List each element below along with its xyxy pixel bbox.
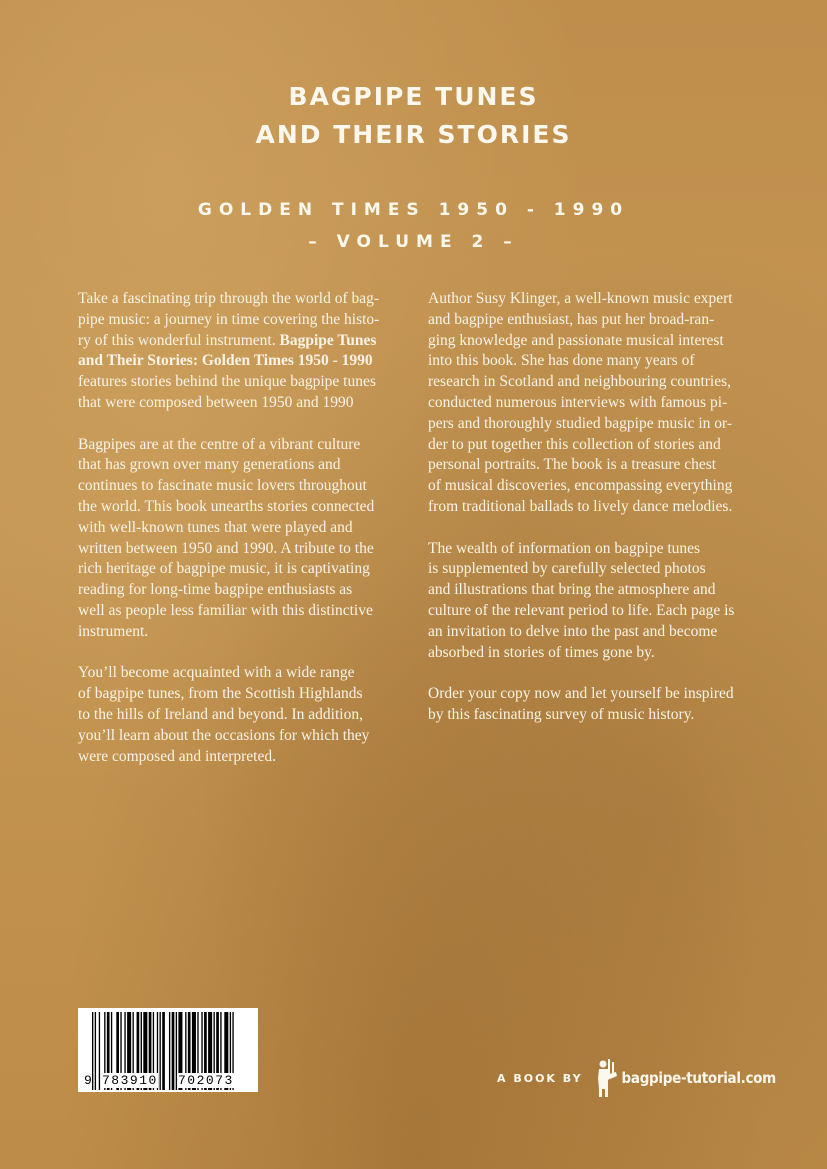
barcode-digit-first: 9 (84, 1073, 92, 1088)
text-line: culture of the relevant period to life. Each page is (428, 601, 735, 619)
bold-book-title: and Their Stories: Golden Times 1950 - 1990 (78, 352, 373, 370)
right-paragraph-3 (428, 684, 752, 726)
text-line: you’ll learn about the occasions for which they (78, 726, 370, 744)
publisher-credit (497, 1058, 776, 1098)
text-line: were composed and interpreted. (78, 747, 276, 765)
text-line: pers and thoroughly studied bagpipe music in or- (428, 414, 733, 432)
text-line: reading for long-time bagpipe enthusiasts as (78, 581, 353, 599)
subtitle-line-1: GOLDEN TIMES 1950 - 1990 (197, 200, 630, 220)
text-line: personal portraits. The book is a treasure chest (428, 456, 717, 474)
text-line: rich heritage of bagpipe music, it is captivating (78, 560, 370, 578)
barcode-digits-right: 702073 (178, 1073, 234, 1088)
left-paragraph-2 (78, 435, 402, 643)
text-line: is supplemented by carefully selected photos (428, 560, 706, 578)
a-book-by-label: A BOOK BY (497, 1071, 583, 1085)
book-title-line-2: AND THEIR STORIES (255, 120, 572, 149)
text-line: absorbed in stories of times gone by. (428, 643, 655, 661)
bold-book-title: Bagpipe Tunes (279, 331, 377, 349)
text-line: by this fascinating survey of music history. (428, 705, 695, 723)
subtitle-line-2: – VOLUME 2 – (308, 232, 519, 252)
text-line: an invitation to delve into the past and become (428, 622, 718, 640)
right-column (428, 289, 752, 747)
text-line: with well-known tunes that were played and (78, 518, 353, 536)
text-line: Bagpipes are at the centre of a vibrant culture (78, 435, 361, 453)
text-line: to the hills of Ireland and beyond. In addition, (78, 705, 363, 723)
right-paragraph-1 (428, 289, 752, 518)
text-line: ry of this wonderful instrument. (78, 331, 276, 349)
text-line: features stories behind the unique bagpipe tunes (78, 373, 376, 391)
text-line: der to put together this collection of stories and (428, 435, 721, 453)
text-line: conducted numerous interviews with famous pi- (428, 393, 728, 411)
left-paragraph-1 (78, 289, 402, 414)
left-paragraph-3 (78, 663, 402, 767)
text-line: Author Susy Klinger, a well-known music expert (428, 290, 733, 307)
text-line: research in Scotland and neighbouring countries, (428, 373, 732, 391)
title-block (0, 78, 827, 258)
text-line: that were composed between 1950 and 1990 (78, 393, 354, 411)
text-line: and illustrations that bring the atmosphere and (428, 581, 716, 599)
text-line: of musical discoveries, encompassing everything (428, 477, 733, 495)
text-line: of bagpipe tunes, from the Scottish Highlands (78, 685, 363, 703)
text-line: continues to fascinate music lovers throughout (78, 477, 367, 495)
text-line: ging knowledge and passionate musical interest (428, 331, 724, 349)
text-line: instrument. (78, 622, 149, 640)
isbn-barcode (78, 1008, 258, 1092)
barcode-digits (78, 1073, 258, 1089)
text-line: Order your copy now and let yourself be inspired (428, 685, 734, 703)
book-title-line-1: BAGPIPE TUNES (288, 82, 539, 111)
barcode-digits-left: 783910 (102, 1073, 158, 1088)
text-line: Take a fascinating trip through the world of bag- (78, 290, 380, 307)
publisher-name: bagpipe-tutorial.com (621, 1069, 776, 1087)
text-line: well as people less familiar with this distinctive (78, 601, 373, 619)
text-line: the world. This book unearths stories connected (78, 497, 375, 515)
text-line: that has grown over many generations and (78, 456, 341, 474)
text-line: into this book. She has done many years of (428, 352, 695, 370)
text-line: from traditional ballads to lively dance melodies. (428, 497, 733, 515)
text-line: You’ll become acquainted with a wide range (78, 664, 355, 682)
text-line: and bagpipe enthusiast, has put her broad-ran- (428, 310, 715, 328)
book-subtitle (0, 194, 827, 258)
bagpiper-icon (595, 1058, 619, 1098)
text-line: pipe music: a journey in time covering the histo- (78, 310, 380, 328)
text-line: The wealth of information on bagpipe tunes (428, 539, 701, 557)
text-line: written between 1950 and 1990. A tribute to the (78, 539, 374, 557)
right-paragraph-2 (428, 539, 752, 664)
left-column (78, 289, 402, 788)
